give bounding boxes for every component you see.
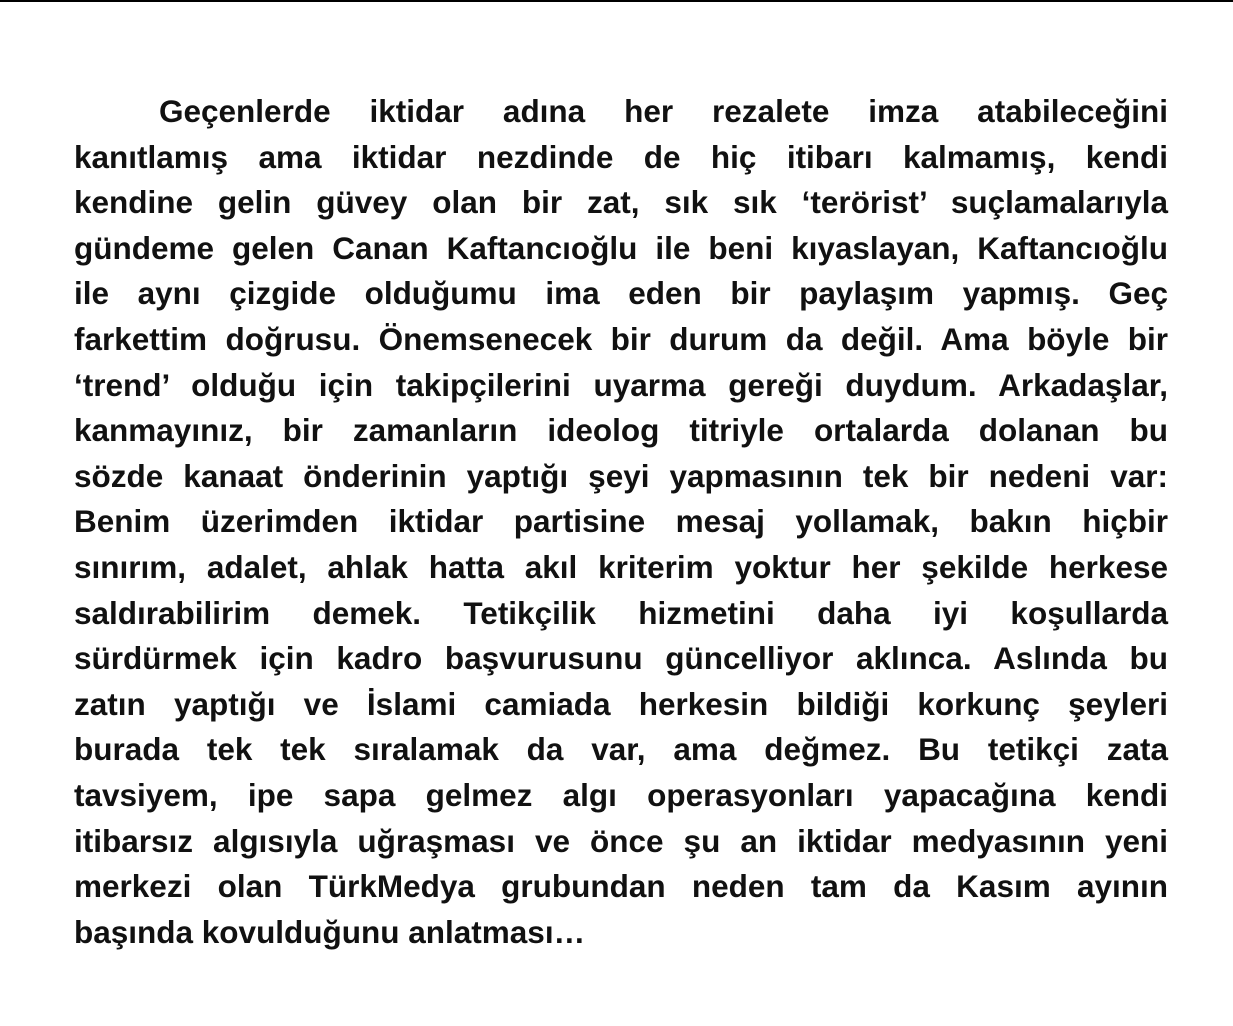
text-line: kanıtlamış ama iktidar nezdinde de hiç itibarı kalmamış, kendi <box>74 138 1168 175</box>
text-line: tavsiyem, ipe sapa gelmez algı operasyonları yapacağına kendi <box>74 776 1168 813</box>
text-line: Benim üzerimden iktidar partisine mesaj yollamak, bakın hiçbir <box>74 503 1168 540</box>
text-line: sözde kanaat önderinin yaptığı şeyi yapmasının tek bir nedeni var: <box>74 457 1168 494</box>
text-line: burada tek tek sıralamak da var, ama değmez. Bu tetikçi zata <box>74 731 1168 768</box>
text-line: ile aynı çizgide olduğumu ima eden bir paylaşım yapmış. Geç <box>74 275 1168 312</box>
text-line: sınırım, adalet, ahlak hatta akıl kriterim yoktur her şekilde herkese <box>74 548 1168 585</box>
text-line: sürdürmek için kadro başvurusunu güncelliyor aklınca. Aslında bu <box>74 640 1168 677</box>
text-line: farkettim doğrusu. Önemsenecek bir durum da değil. Ama böyle bir <box>74 320 1168 357</box>
text-line: zatın yaptığı ve İslami camiada herkesin bildiği korkunç şeyleri <box>74 685 1168 722</box>
text-line: saldırabilirim demek. Tetikçilik hizmetini daha iyi koşullarda <box>74 594 1168 631</box>
text-line: başında kovulduğunu anlatması… <box>74 913 586 950</box>
text-line: itibarsız algısıyla uğraşması ve önce şu an iktidar medyasının yeni <box>74 822 1168 859</box>
text-line: gündeme gelen Canan Kaftancıoğlu ile beni kıyaslayan, Kaftancıoğlu <box>74 229 1168 266</box>
text-line: merkezi olan TürkMedya grubundan neden tam da Kasım ayının <box>74 868 1168 905</box>
text-line: kendine gelin güvey olan bir zat, sık sık ‘terörist’ suçlamalarıyla <box>74 184 1168 221</box>
text-line: kanmayınız, bir zamanların ideolog titriyle ortalarda dolanan bu <box>74 412 1168 449</box>
body-paragraph <box>74 89 1168 955</box>
top-border-line <box>0 0 1233 2</box>
text-line: ‘trend’ olduğu için takipçilerini uyarma gereği duydum. Arkadaşlar, <box>74 366 1168 403</box>
text-line: Geçenlerde iktidar adına her rezalete imza atabileceğini <box>159 93 1168 129</box>
